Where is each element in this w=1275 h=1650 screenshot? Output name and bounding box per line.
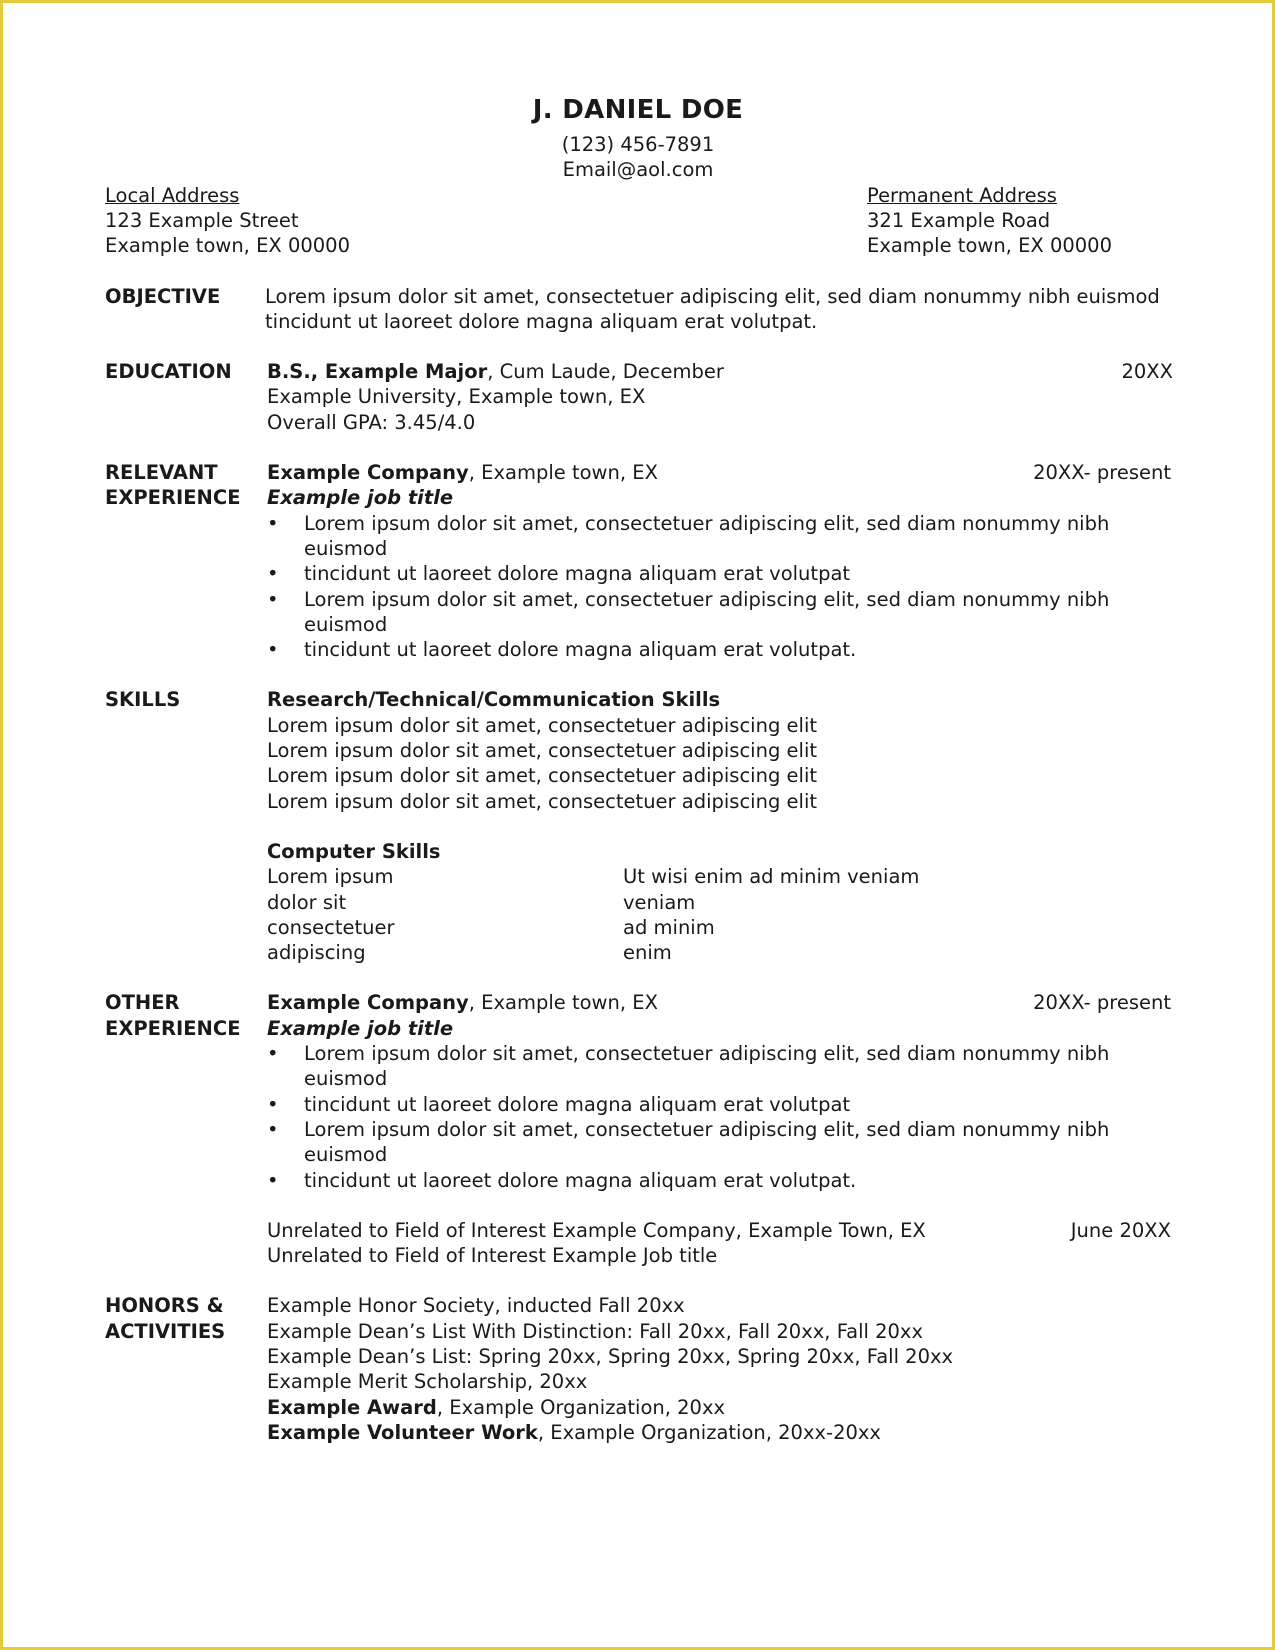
heading-line: ACTIVITIES [105,1319,226,1343]
unrelated-company: Unrelated to Field of Interest Example Company, Example Town, EX [267,1218,926,1242]
bullet-icon: • [267,587,279,611]
list-item [267,1041,1171,1092]
objective-line: Lorem ipsum dolor sit amet, consectetuer adipiscing elit, sed diam nonummy nibh euismod [265,284,1160,308]
heading-line: EXPERIENCE [105,486,241,510]
education-body [267,359,1171,435]
bullet-text: Lorem ipsum dolor sit amet, consectetuer adipiscing elit, sed diam nonummy nibh euismod [304,1042,1110,1091]
volunteer-line [267,1420,1171,1445]
candidate-name: J. DANIEL DOE [532,95,744,125]
honor-line: Example Honor Society, inducted Fall 20xx [267,1294,685,1318]
heading-line: OTHER [105,991,180,1015]
unrelated-job-title: Unrelated to Field of Interest Example Job title [267,1244,718,1268]
degree-row [267,359,1171,384]
list-item: Lorem ipsum [267,865,394,889]
bullet-text: tincidunt ut laoreet dolore magna aliquam erat volutpat [304,1092,851,1116]
honor-line: Example Merit Scholarship, 20xx [267,1370,588,1394]
phone-number: (123) 456-7891 [561,133,715,156]
addresses [105,183,1171,259]
company-name: Example Company [267,461,469,485]
unrelated-job-row [267,1218,1171,1243]
award-line [267,1395,1171,1420]
list-item: enim [623,941,672,965]
list-item: veniam [623,890,696,914]
permanent-address-label: Permanent Address [867,183,1057,207]
company-location: , Example town, EX [468,461,658,485]
award-detail: , Example Organization, 20xx [436,1395,726,1419]
job-row [267,990,1171,1015]
bullet-text: tincidunt ut laoreet dolore magna aliquam erat volutpat. [304,638,857,662]
bullet-icon: • [267,511,279,535]
heading-line: HONORS & [105,1294,224,1318]
list-item [267,1092,1171,1117]
bullet-text: Lorem ipsum dolor sit amet, consectetuer adipiscing elit, sed diam nonummy nibh euismod [304,511,1110,560]
permanent-address-line2: Example town, EX 00000 [867,234,1112,258]
honor-line: Example Dean’s List With Distinction: Fall 20xx, Fall 20xx, Fall 20xx [267,1319,923,1343]
list-item: Ut wisi enim ad minim veniam [623,865,920,889]
volunteer-name: Example Volunteer Work [267,1420,538,1444]
other-experience-section [105,990,1171,1268]
local-address-line1: 123 Example Street [105,208,299,232]
local-address [105,183,350,259]
volunteer-detail: , Example Organization, 20xx-20xx [537,1420,881,1444]
list-item [267,637,1171,662]
skills-heading: SKILLS [105,688,181,712]
bullet-icon: • [267,562,279,586]
objective-section [105,284,1171,335]
job-date: 20XX- present [1033,461,1171,485]
school: Example University, Example town, EX [267,385,646,409]
list-item [267,1168,1171,1193]
job-bullets [267,511,1171,663]
graduation-date: 20XX [1121,360,1173,384]
honors-body [267,1293,1171,1445]
heading-line: EXPERIENCE [105,1016,241,1040]
honor-line: Example Dean’s List: Spring 20xx, Spring 20xx, Spring 20xx, Fall 20xx [267,1344,954,1368]
unrelated-job-date: June 20XX [1070,1218,1171,1242]
skill-line: Lorem ipsum dolor sit amet, consectetuer adipiscing elit [267,739,818,763]
list-item [267,561,1171,586]
bullet-icon: • [267,1117,279,1141]
bullet-text: Lorem ipsum dolor sit amet, consectetuer adipiscing elit, sed diam nonummy nibh euismod [304,587,1110,636]
relevant-experience-section [105,460,1171,662]
job-bullets [267,1041,1171,1193]
bullet-icon: • [267,1042,279,1066]
computer-skills-grid [267,864,1171,965]
gpa: Overall GPA: 3.45/4.0 [267,410,476,434]
relevant-experience-heading [105,460,265,511]
bullet-text: Lorem ipsum dolor sit amet, consectetuer adipiscing elit, sed diam nonummy nibh euismod [304,1117,1110,1167]
award-name: Example Award [267,1395,437,1419]
company-location: , Example town, EX [468,991,658,1015]
degree-honors: , Cum Laude, December [487,360,724,384]
list-item [267,587,1171,638]
resume-header [105,88,1171,183]
resume-document [105,88,1171,1445]
list-item: dolor sit [267,890,347,914]
other-experience-body [267,990,1171,1268]
list-item [267,1117,1171,1168]
permanent-address-line1: 321 Example Road [867,208,1051,232]
objective-line: tincidunt ut laoreet dolore magna aliquam erat volutpat. [265,309,818,333]
bullet-icon: • [267,1168,279,1192]
list-item: ad minim [623,915,715,939]
skill-line: Lorem ipsum dolor sit amet, consectetuer adipiscing elit [267,713,818,737]
objective-text [265,284,1171,335]
computer-skills-col2 [623,864,919,965]
bullet-icon: • [267,1092,279,1116]
bullet-icon: • [267,638,279,662]
job-title: Example job title [267,486,454,510]
honors-heading [105,1293,265,1344]
bullet-text: tincidunt ut laoreet dolore magna aliquam erat volutpat. [304,1168,857,1192]
heading-line: RELEVANT [105,461,218,485]
skill-line: Lorem ipsum dolor sit amet, consectetuer adipiscing elit [267,764,818,788]
list-item: adipiscing [267,941,366,965]
skills-body [267,687,1171,965]
honors-section [105,1293,1171,1445]
other-experience-heading [105,990,265,1041]
permanent-address [867,183,1112,259]
email-address: Email@aol.com [562,158,714,182]
bullet-text: tincidunt ut laoreet dolore magna aliquam erat volutpat [304,562,851,586]
job-row [267,460,1171,485]
list-item: consectetuer [267,915,395,939]
objective-heading: OBJECTIVE [105,284,221,308]
skill-line: Lorem ipsum dolor sit amet, consectetuer adipiscing elit [267,789,818,813]
job-title: Example job title [267,1016,454,1040]
education-heading: EDUCATION [105,360,232,384]
list-item [267,511,1171,562]
computer-skills-heading: Computer Skills [267,839,441,863]
relevant-experience-body [267,460,1171,662]
local-address-line2: Example town, EX 00000 [105,234,350,258]
company-name: Example Company [267,991,469,1015]
local-address-label: Local Address [105,183,240,207]
job-date: 20XX- present [1033,991,1171,1015]
education-section [105,359,1171,435]
skills-section [105,687,1171,965]
research-skills-heading: Research/Technical/Communication Skills [267,688,721,712]
degree: B.S., Example Major [267,360,488,384]
